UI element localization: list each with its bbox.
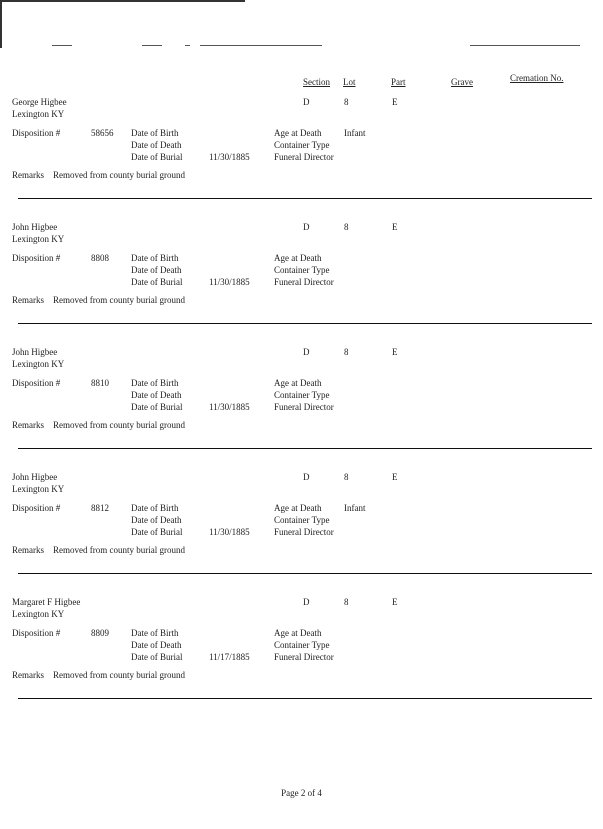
funeral-director-label: Funeral Director (274, 527, 334, 537)
age-at-death-label: Age at Death (274, 628, 322, 638)
disposition-number: 58656 (91, 128, 114, 138)
header-grave: Grave (451, 77, 473, 87)
scan-dash (200, 45, 322, 46)
disposition-label: Disposition # (12, 378, 61, 388)
decedent-name: Margaret F Higbee (12, 597, 81, 607)
disposition-number: 8808 (91, 253, 109, 263)
remarks-label: Remarks (12, 545, 44, 555)
date-of-burial-label: Date of Burial (131, 277, 183, 287)
record-divider (18, 698, 592, 699)
part-value: E (392, 222, 398, 232)
date-of-burial-value: 11/30/1885 (209, 402, 250, 412)
date-of-burial-value: 11/17/1885 (209, 652, 250, 662)
date-of-death-label: Date of Death (131, 140, 182, 150)
disposition-number: 8809 (91, 628, 109, 638)
section-value: D (303, 597, 310, 607)
lot-value: 8 (344, 222, 349, 232)
decedent-location: Lexington KY (12, 484, 65, 494)
funeral-director-label: Funeral Director (274, 277, 334, 287)
record-divider (18, 323, 592, 324)
remarks-value: Removed from county burial ground (53, 170, 185, 180)
date-of-birth-label: Date of Birth (131, 253, 179, 263)
remarks-label: Remarks (12, 170, 44, 180)
burial-record (0, 96, 603, 221)
date-of-death-label: Date of Death (131, 265, 182, 275)
remarks-label: Remarks (12, 670, 44, 680)
date-of-burial-label: Date of Burial (131, 652, 183, 662)
lot-value: 8 (344, 97, 349, 107)
disposition-number: 8812 (91, 503, 109, 513)
date-of-burial-label: Date of Burial (131, 527, 183, 537)
age-at-death-label: Age at Death (274, 503, 322, 513)
scan-dash (470, 45, 580, 46)
scan-edge-top (0, 0, 245, 2)
burial-record (0, 221, 603, 346)
decedent-location: Lexington KY (12, 234, 65, 244)
date-of-burial-label: Date of Burial (131, 402, 183, 412)
record-divider (18, 448, 592, 449)
age-at-death-value: Infant (344, 128, 366, 138)
container-type-label: Container Type (274, 515, 330, 525)
burial-record (0, 346, 603, 471)
container-type-label: Container Type (274, 140, 330, 150)
date-of-burial-value: 11/30/1885 (209, 527, 250, 537)
section-value: D (303, 472, 310, 482)
decedent-location: Lexington KY (12, 109, 65, 119)
date-of-birth-label: Date of Birth (131, 128, 179, 138)
date-of-death-label: Date of Death (131, 390, 182, 400)
age-at-death-value: Infant (344, 503, 366, 513)
date-of-death-label: Date of Death (131, 640, 182, 650)
date-of-death-label: Date of Death (131, 515, 182, 525)
section-value: D (303, 347, 310, 357)
header-cremation-no: Cremation No. (510, 73, 564, 83)
record-divider (18, 573, 592, 574)
decedent-name: George Higbee (12, 97, 67, 107)
date-of-burial-value: 11/30/1885 (209, 277, 250, 287)
date-of-burial-label: Date of Burial (131, 152, 183, 162)
part-value: E (392, 472, 398, 482)
date-of-birth-label: Date of Birth (131, 378, 179, 388)
container-type-label: Container Type (274, 640, 330, 650)
disposition-label: Disposition # (12, 253, 61, 263)
disposition-label: Disposition # (12, 128, 61, 138)
header-section: Section (303, 77, 330, 87)
decedent-location: Lexington KY (12, 359, 65, 369)
date-of-birth-label: Date of Birth (131, 628, 179, 638)
header-part: Part (391, 77, 406, 87)
decedent-name: John Higbee (12, 347, 58, 357)
funeral-director-label: Funeral Director (274, 402, 334, 412)
part-value: E (392, 347, 398, 357)
lot-value: 8 (344, 472, 349, 482)
scan-dash (52, 45, 72, 46)
part-value: E (392, 597, 398, 607)
remarks-value: Removed from county burial ground (53, 670, 185, 680)
container-type-label: Container Type (274, 390, 330, 400)
age-at-death-label: Age at Death (274, 253, 322, 263)
header-lot: Lot (343, 77, 356, 87)
decedent-name: John Higbee (12, 472, 58, 482)
lot-value: 8 (344, 347, 349, 357)
age-at-death-label: Age at Death (274, 128, 322, 138)
decedent-name: John Higbee (12, 222, 58, 232)
page-number: Page 2 of 4 (281, 788, 322, 798)
remarks-value: Removed from county burial ground (53, 545, 185, 555)
record-divider (18, 198, 592, 199)
disposition-label: Disposition # (12, 503, 61, 513)
scan-dash (142, 45, 162, 46)
lot-value: 8 (344, 597, 349, 607)
remarks-label: Remarks (12, 295, 44, 305)
date-of-burial-value: 11/30/1885 (209, 152, 250, 162)
container-type-label: Container Type (274, 265, 330, 275)
funeral-director-label: Funeral Director (274, 652, 334, 662)
scan-edge-left (0, 0, 2, 48)
scan-dash (185, 45, 190, 46)
section-value: D (303, 97, 310, 107)
disposition-label: Disposition # (12, 628, 61, 638)
date-of-birth-label: Date of Birth (131, 503, 179, 513)
part-value: E (392, 97, 398, 107)
remarks-value: Removed from county burial ground (53, 295, 185, 305)
burial-record (0, 596, 603, 721)
remarks-value: Removed from county burial ground (53, 420, 185, 430)
age-at-death-label: Age at Death (274, 378, 322, 388)
burial-record (0, 471, 603, 596)
funeral-director-label: Funeral Director (274, 152, 334, 162)
section-value: D (303, 222, 310, 232)
disposition-number: 8810 (91, 378, 109, 388)
decedent-location: Lexington KY (12, 609, 65, 619)
remarks-label: Remarks (12, 420, 44, 430)
